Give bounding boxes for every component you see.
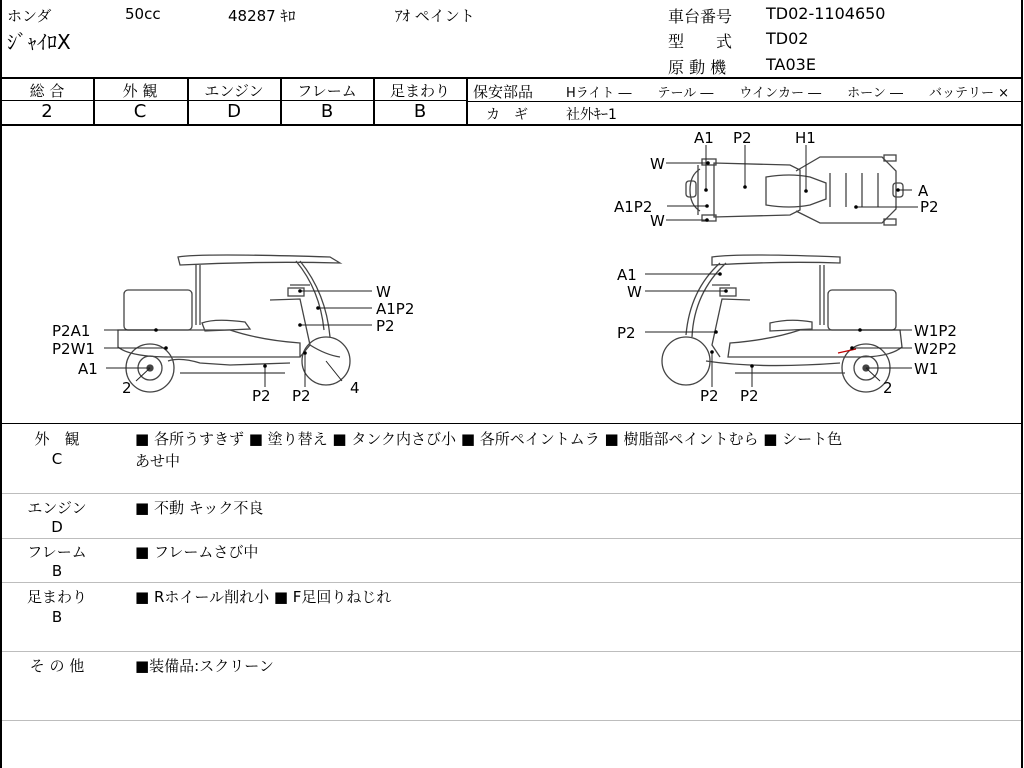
top-label-w-top: W: [650, 155, 665, 173]
right-label-p2: P2: [617, 324, 636, 342]
left-label-p2w1: P2W1: [52, 340, 95, 358]
right-label-w: W: [627, 283, 642, 301]
left-label-p2a1: P2A1: [52, 322, 91, 340]
grade-engine-label: エンジン: [204, 82, 264, 100]
right-label-a1: A1: [617, 266, 637, 284]
top-label-w-bottom: W: [650, 212, 665, 230]
section-divider-5: [2, 720, 1021, 721]
section-frame-text: ■ フレームさび中: [135, 543, 259, 561]
grade-engine-value: D: [227, 101, 241, 122]
section-exterior-text-2: あせ中: [135, 452, 181, 470]
grade-frame-label: フレーム: [297, 82, 357, 100]
grade-frame-value: B: [320, 101, 334, 122]
left-label-4: 4: [350, 379, 360, 397]
section-exterior-grade: C: [51, 450, 63, 468]
grade-overall-label: 総 合: [29, 82, 65, 100]
right-label-2: 2: [883, 379, 893, 397]
section-divider-4: [2, 651, 1021, 652]
top-label-a1p2: A1P2: [614, 198, 653, 216]
section-engine-grade: D: [51, 518, 63, 536]
grade-suspension-label: 足まわり: [389, 82, 450, 100]
left-label-w: W: [376, 283, 391, 301]
left-label-a1p2: A1P2: [376, 300, 415, 318]
right-label-w2p2: W2P2: [914, 340, 957, 358]
section-suspension-text: ■ Rホイール削れ小 ■ F足回りねじれ: [135, 588, 392, 606]
right-label-w1: W1: [914, 360, 939, 378]
section-other-text: ■装備品:スクリーン: [135, 657, 274, 675]
engine-type-label: 原 動 機: [668, 58, 727, 77]
section-other-label: そ の 他: [29, 657, 85, 675]
engine-type-value: TA03E: [766, 55, 816, 74]
scooter-diagram: [0, 125, 1024, 425]
grade-table-top: [0, 77, 1023, 79]
grade-exterior-label: 外 観: [122, 82, 158, 100]
section-exterior-text: ■ 各所うすきず ■ 塗り替え ■ タンク内さび小 ■ 各所ペイントムラ ■ 樹脂部ペイントむら ■ シート色: [135, 430, 843, 448]
scooter-left-view: [118, 255, 350, 392]
left-label-p2-bottom-a: P2: [252, 387, 271, 405]
left-label-p2: P2: [376, 317, 395, 335]
leader-lines: [104, 145, 918, 387]
body-color: ｱｵ ペイント: [395, 7, 475, 25]
frame-number: TD02-1104650: [766, 4, 886, 23]
grade-suspension-value: B: [413, 101, 427, 122]
top-label-p2: P2: [733, 129, 752, 147]
scooter-right-view: [662, 255, 902, 392]
section-divider-1: [2, 493, 1021, 494]
section-engine-label: エンジン: [27, 499, 87, 517]
scooter-top-view: [686, 155, 903, 225]
key-value: 社外ｷｰ1: [566, 107, 617, 123]
left-label-2: 2: [122, 379, 132, 397]
section-divider-2: [2, 538, 1021, 539]
top-label-h1: H1: [795, 129, 816, 147]
mileage: 48287 ｷﾛ: [228, 7, 296, 25]
grade-overall-value: 2: [41, 101, 53, 122]
displacement: 50cc: [125, 5, 161, 23]
frame-number-label: 車台番号: [668, 7, 733, 26]
section-divider-3: [2, 582, 1021, 583]
safety-parts-items: Hライト ― テール ― ウインカー ― ホーン ― バッテリー ×: [566, 86, 1010, 101]
top-label-a1: A1: [694, 129, 714, 147]
key-label: カ ギ: [486, 107, 528, 123]
section-frame-grade: B: [51, 562, 63, 580]
left-label-a1: A1: [78, 360, 98, 378]
top-label-a: A: [918, 182, 929, 200]
section-suspension-label: 足まわり: [26, 588, 87, 606]
maker: ホンダ: [7, 7, 52, 25]
left-label-p2-bottom-b: P2: [292, 387, 311, 405]
grade-exterior-value: C: [133, 101, 147, 122]
right-label-p2-bottom-b: P2: [740, 387, 759, 405]
right-label-w1p2: W1P2: [914, 322, 957, 340]
safety-parts-label: 保安部品: [473, 83, 534, 101]
right-label-p2-bottom-a: P2: [700, 387, 719, 405]
section-frame-label: フレーム: [27, 543, 87, 561]
damage-markers: [154, 161, 900, 368]
section-suspension-grade: B: [51, 608, 63, 626]
section-exterior-label: 外 観: [34, 430, 80, 448]
safety-mid-line: [468, 101, 1023, 102]
model-name: ｼﾞｬｲﾛX: [7, 30, 71, 54]
type-value: TD02: [766, 29, 809, 48]
top-label-p2-right: P2: [920, 198, 939, 216]
section-engine-text: ■ 不動 キック不良: [135, 499, 264, 517]
type-label: 型 式: [668, 32, 733, 51]
